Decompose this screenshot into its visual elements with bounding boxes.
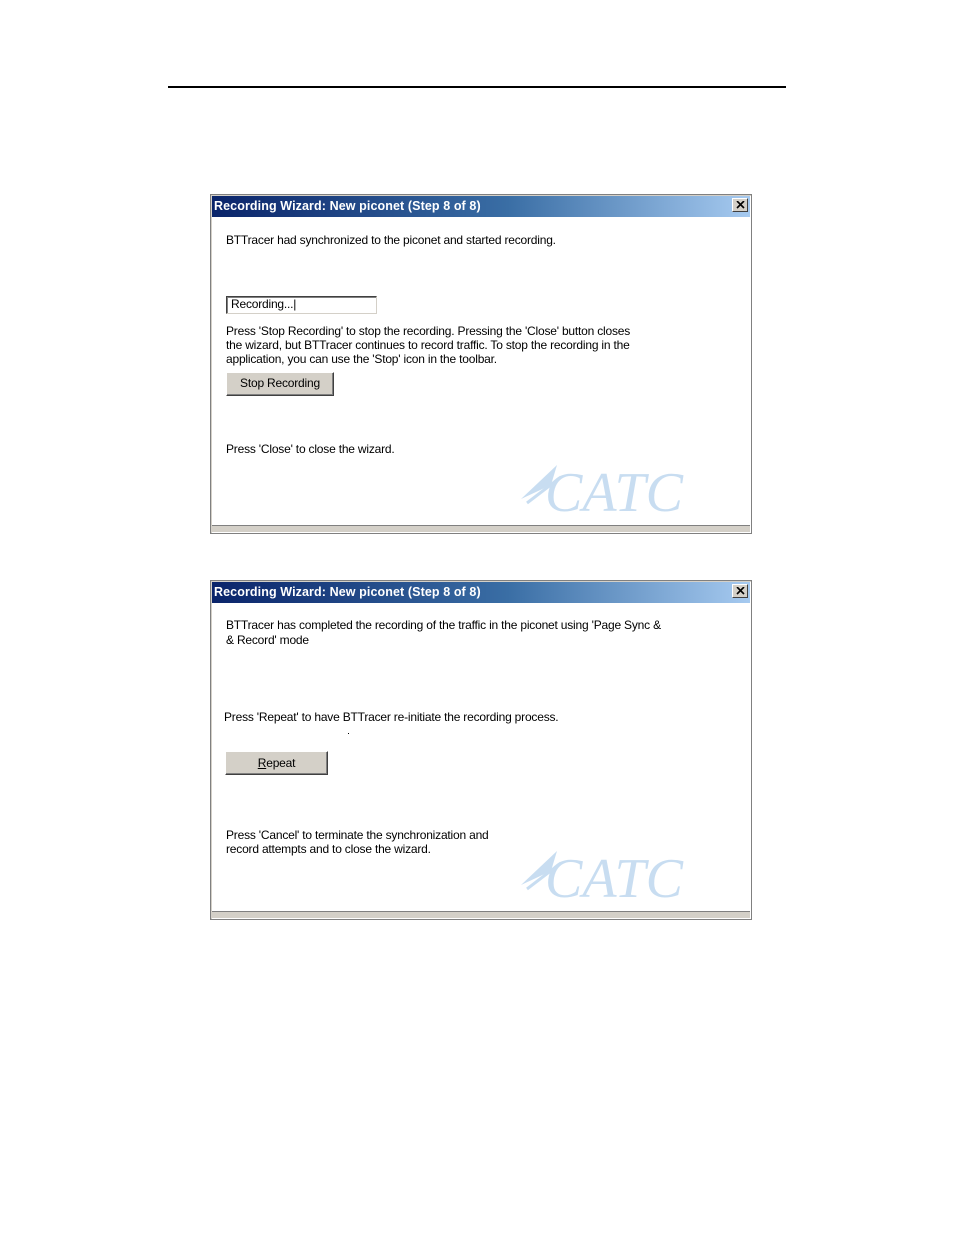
status-message: BTTracer had synchronized to the piconet and started recording. — [226, 233, 556, 247]
completion-message-line-2: & Record' mode — [226, 633, 309, 647]
dialog-title: Recording Wizard: New piconet (Step 8 of 8) — [214, 199, 481, 213]
close-instruction: Press 'Close' to close the wizard. — [226, 442, 395, 456]
catc-logo — [517, 845, 739, 905]
catc-logo — [517, 459, 739, 519]
stop-recording-button[interactable]: Stop Recording — [226, 372, 334, 396]
cancel-instruction-line-2: record attempts and to close the wizard. — [226, 842, 431, 856]
dialog-bottom-bar — [212, 911, 750, 918]
dialog-bottom-bar — [212, 525, 750, 532]
logo-text: CATC — [545, 462, 683, 519]
instruction-line-3: application, you can use the 'Stop' icon in the toolbar. — [226, 352, 497, 366]
close-button[interactable] — [732, 198, 748, 212]
close-icon — [736, 201, 745, 209]
repeat-accelerator: R — [257, 756, 267, 770]
instruction-line-1: Press 'Stop Recording' to stop the recording. Pressing the 'Close' button closes — [226, 324, 631, 338]
cancel-instruction-line-1: Press 'Cancel' to terminate the synchronization and — [226, 828, 489, 842]
repeat-label-rest: epeat — [266, 756, 296, 770]
completion-message-line-1: BTTracer has completed the recording of the traffic in the piconet using 'Page Sync & — [226, 618, 661, 632]
repeat-instruction: Press 'Repeat' to have BTTracer re-initiate the recording process. — [224, 710, 559, 724]
recording-wizard-dialog-recording — [210, 194, 752, 534]
dialog-title: Recording Wizard: New piconet (Step 8 of 8) — [214, 585, 481, 599]
logo-text: CATC — [545, 848, 683, 905]
stray-dot — [348, 733, 349, 734]
close-button[interactable] — [732, 584, 748, 598]
recording-wizard-dialog-complete — [210, 580, 752, 920]
page-header-rule — [168, 86, 786, 88]
dialog-titlebar — [212, 196, 750, 217]
dialog-titlebar — [212, 582, 750, 603]
repeat-button[interactable] — [225, 751, 328, 775]
recording-status-field: Recording...| — [226, 296, 377, 314]
instruction-line-2: the wizard, but BTTracer continues to record traffic. To stop the recording in the — [226, 338, 630, 352]
close-icon — [736, 587, 745, 595]
